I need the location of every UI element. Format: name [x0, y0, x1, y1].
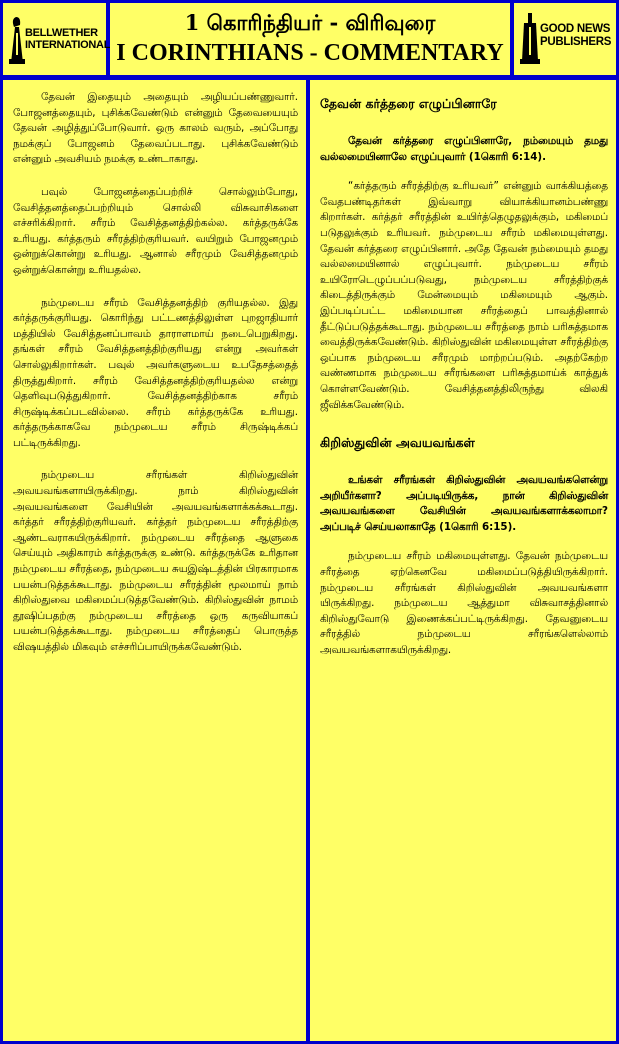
logo-left-line1: BELLWETHER — [25, 27, 98, 39]
good-news-logo — [514, 3, 616, 75]
logo-left-line2: INTERNATIONAL — [25, 39, 111, 51]
title-tamil: 1 கொரிந்தியர் - விரிவுரை — [184, 10, 436, 35]
left-paragraph-3: நம்முடைய சரீரம் வேசித்தனத்திற் குரியதல்ல. இது கர்த்தருக்குரியது. கொரிந்து பட்டணத்திலுள்ள புறஜாதியார் மத்தியில் வேசித்தனப்பாவம் தாராளமாய் நடைபெறுகிறது. தங்கள் சரீரம் வேசித்தனத்திற்குரியது என்று அவர்கள் சொல்லுகிறார்கள். பவுல் அவர்களுடைய உபதேசத்தைத் திருத்துகிறார். சரீரம் வேசித்தனத்திற்குரியதல்ல என்று தெளிவுபடுத்துகிறார். வேசித்தனத்திற்காக சரீரம் சிருஷ்டிக்கப்படவில்லை. சரீரம் கர்த்தருக்கே உரியது. கர்த்தருக்காகவே நம்முடைய சரீரம் சிருஷ்டிக்கப் பட்டிருக்கிறது. — [13, 296, 298, 449]
left-column — [3, 80, 306, 1041]
right-paragraph-2: நம்முடைய சரீரம் மகிமையுள்ளது. தேவன் நம்முடைய சரீரத்தை ஏற்கெனவே மகிமைப்படுத்தியிருக்கிறார். நம்முடைய சரீரங்கள் கிறிஸ்துவின் அவயவங்களா யிருக்கிறது. நம்முடைய ஆத்துமா விசுவாசத்தினால் கிறிஸ்துவோடு இணைக்கப்பட்டிருக்கிறது. தேவனுடைய சரீரத்தில் நம்முடைய சரீரங்களெல்லாம் அவயவங்களாகயிருக்கிறது. — [320, 550, 608, 657]
bellwether-logo — [3, 3, 111, 75]
page-header — [110, 3, 510, 75]
right-column — [310, 80, 616, 1041]
section-heading-2: கிறிஸ்துவின் அவயவங்கள் — [320, 435, 475, 451]
section-heading-1: தேவன் கர்த்தரை எழுப்பினாரே — [320, 96, 497, 111]
left-paragraph-4: நம்முடைய சரீரங்கள் கிறிஸ்துவின் அவயவங்களாயிருக்கிறது. நாம் கிறிஸ்துவின் அவயவங்களை வேசியின் அவயவங்களாக்கக்கூடாது. கர்த்தர் சரீரத்திற்குரியவர். கர்த்தர் நம்முடைய சரீரத்திற்கு ஆண்டவராகயிருக்கிறார். நம்முடைய சரீரத்தை ஆளுகை செய்யும் அதிகாரம் கர்த்தருக்கு உண்டு. கர்த்தருக்கே உரிதான நம்முடைய சரீரத்தை, நம்முடைய சுயஇஷ்டத்தின் பிரகாரமாக பயன்படுத்தக்கூடாது. நம்முடைய சரீரத்தின் மூலமாய் நாம் கிறிஸ்துவை மகிமைப்படுத்தவேண்டும். கிறிஸ்துவின் நாமம் தூஷிப்பதற்கு நம்முடைய சரீரத்தை ஒரு கருவியாகப் பயன்படுத்தக்கூடாது. நம்முடைய சரீரத்தைப் பொருத்த விஷயத்தில் மிகவும் எச்சரிப்பாயிருக்கவேண்டும். — [13, 469, 298, 653]
left-paragraph-1: தேவன் இதையும் அதையும் அழியப்பண்ணுவார். போஜனத்தையும், புசிக்கவேண்டும் என்னும் தேவையையும் தேவன் அழித்துப்போடுவார். ஒரு காலம் வரும், அப்போது நமக்குப் போஜனம் தேவைப்படாது. புசிக்கவேண்டும் என்னும் அவசியம் நமக்கு உண்டாகாது. — [13, 91, 298, 166]
book-icon — [518, 13, 542, 65]
verse-1: தேவன் கர்த்தரை எழுப்பினாரே, நம்மையும் தமது வல்லமையினாலே எழுப்புவார் (1கொரி 6:14). — [320, 135, 608, 163]
logo-right-line1: GOOD NEWS — [540, 23, 611, 35]
title-english: I CORINTHIANS - COMMENTARY — [116, 40, 504, 66]
verse-2: உங்கள் சரீரங்கள் கிறிஸ்துவின் அவயவங்களென்று அறியீர்களா? அப்படியிருக்க, நான் கிறிஸ்துவின் அவயவங்களை வேசியின் அவயவங்களாக்கலாமா? அப்படிச் செய்யலாகாதே (1கொரி 6:15). — [320, 474, 608, 533]
logo-right-line2: PUBLISHERS — [540, 36, 612, 48]
left-paragraph-2: பவுல் போஜனத்தைப்பற்றிச் சொல்லும்போது, வேசித்தனத்தைப்பற்றியும் சொல்லி விசுவாசிகளை எச்சரிக்கிறார். சரீரம் வேசித்தனத்திற்கல்ல. கர்த்தருக்கே உரியது. கர்த்தரும் சரீரத்திற்குரியவர். வயிறும் போஜனமும் ஒன்றுக்கொன்று உரியது. ஆனால் சரீரமும் வேசித்தனமும் ஒன்றுக்கொன்று உரியதல்ல. — [13, 185, 298, 276]
right-paragraph-1: “கர்த்தரும் சரீரத்திற்கு உரியவர்” என்னும் வாக்கியத்தை வேதபண்டிதர்கள் இவ்வாறு வியாக்கியானம்பண்ணு கிறார்கள். கர்த்தர் சரீரத்தின் உயிர்த்தெழுதலுக்கும், மகிமைப் படுதலுக்கும் உரியவர். நம்முடைய சரீரம் மகிமையுள்ளது. தேவன் கர்த்தரை எழுப்பினார். அதே தேவன் நம்மையும் தமது வல்லமையினால் எழுப்புவார். நம்முடைய சரீரம் உயிரோடெழுப்பப்படுவது, நம்முடைய சரீரத்திற்குக் கிடைத்திருக்கும் மேன்மையும் மகிமையும் ஆகும். இப்படிப்பட்ட மகிமையான சரீரத்தைப் பாவத்தினால் தீட்டுப்படுத்தக்கூடாது. நம்முடைய சரீரத்தை நாம் பரிசுத்தமாக வைத்திருக்கவேண்டும். கிறிஸ்துவின் மகிமையுள்ள சரீரத்திற்கு ஒப்பாக நம்முடைய சரீரமும் மாற்றப்படும். அதற்கேற்ற வண்ணமாக நம்முடைய சரீரங்களை பரிசுத்தமாய்க் காத்துக் கொள்ளவேண்டும். வேசித்தனத்திலிருந்து விலகி ஜீவிக்கவேண்டும். — [320, 180, 608, 411]
